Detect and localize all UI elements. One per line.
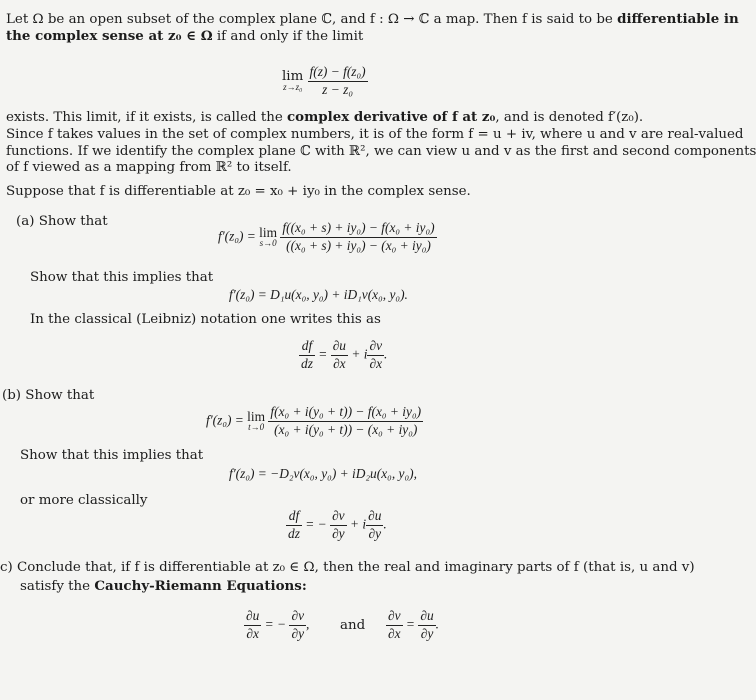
cauchy-riemann-title: Cauchy-Riemann Equations:	[94, 578, 307, 594]
leibniz-equation-a: $\frac{df}{dz}$ = $\frac{\partial u}{\partial x}$ + i $\frac{\partial v}{\partial x}$ .	[301, 338, 388, 371]
text-line: Since f takes values in the set of complex numbers, it is of the form f = u + iv, where u and v are real-valued	[6, 127, 744, 142]
text-line: Suppose that f is differentiable at z₀ = x₀ + iy₀ in the complex sense.	[6, 184, 471, 199]
part-b-quotient: $\frac{\text{f(x₀ + i(y₀ + t)) − f(x₀ + iy₀)}}{\text{(x₀ + i(y₀ + t)) − (x₀ + iy₀)}}$	[270, 404, 422, 437]
intro-line-2	[6, 28, 363, 44]
intro-text-2: if and only if the limit	[212, 29, 364, 44]
leibniz-equation-b: $\frac{df}{dz}$ = − $\frac{\partial v}{\partial y}$ + i $\frac{\partial u}{\partial y}$ .	[288, 508, 387, 541]
part-a-limit-equation: f′(z₀) = lim s→0 $\frac{\text{f((x₀ + s) + iy₀) − f(x₀ + iy₀)}}{\text{((x₀ + s) + iy₀) − (x₀ + iy₀)}}$	[218, 220, 435, 253]
part-a-label: (a) Show that	[16, 214, 108, 229]
difference-quotient: $\frac{\text{f(z) − f(z₀)}}{\text{z − z₀}}$	[309, 64, 366, 97]
cauchy-riemann-eq-1: $\frac{\partial u}{\partial x}$ = − $\frac{\partial v}{\partial y}$ ,	[246, 608, 310, 641]
part-a-quotient: $\frac{\text{f((x₀ + s) + iy₀) − f(x₀ + iy₀)}}{\text{((x₀ + s) + iy₀) − (x₀ + iy₀)}}$	[282, 220, 435, 253]
intro-bold: differentiable in	[617, 11, 739, 27]
part-a-result: f′(z₀) = D₁u(x₀, y₀) + iD₁v(x₀, y₀).	[229, 287, 408, 302]
and-word: and	[340, 618, 366, 633]
leibniz-text: In the classical (Leibniz) notation one writes this as	[30, 312, 381, 327]
part-c-line-1: c) Conclude that, if f is differentiable at z₀ ∈ Ω, then the real and imaginary parts of f (that is, u and v)	[0, 560, 695, 575]
limit-operator: lim t→0	[247, 409, 266, 433]
intro-text: Let Ω be an open subset of the complex plane ℂ, and f : Ω → ℂ a map. Then f is said to be	[6, 12, 618, 27]
text-line: functions. If we identify the complex plane ℂ with ℝ², we can view u and v as the first and second components	[6, 144, 756, 159]
classical-text: or more classically	[20, 493, 148, 508]
part-b-label: (b) Show that	[2, 388, 95, 403]
part-b-result: f′(z₀) = −D₂v(x₀, y₀) + iD₂u(x₀, y₀),	[229, 466, 417, 481]
part-b-implies: Show that this implies that	[20, 448, 204, 463]
cauchy-riemann-eq-2: $\frac{\partial v}{\partial x}$ = $\frac{\partial u}{\partial y}$ .	[388, 608, 439, 641]
intro-bold-2: the complex sense at z₀ ∈ Ω	[6, 28, 213, 44]
limit-equation-1	[282, 64, 368, 99]
limit-operator: lim s→0	[259, 225, 278, 249]
part-b-limit-equation: f′(z₀) = lim t→0 $\frac{\text{f(x₀ + i(y₀ + t)) − f(x₀ + iy₀)}}{\text{(x₀ + i(y₀ + t)) − (x₀ + iy₀)}}$	[206, 404, 422, 437]
part-a-implies: Show that this implies that	[30, 270, 214, 285]
part-c-line-2: satisfy the Cauchy-Riemann Equations:	[20, 578, 307, 594]
definition-line: exists. This limit, if it exists, is called the complex derivative of f at z₀, and is denoted f′(z₀).	[6, 109, 644, 125]
complex-derivative-term: complex derivative of f at z₀	[287, 109, 496, 125]
intro-line-1	[6, 11, 739, 27]
text-line: of f viewed as a mapping from ℝ² to itself.	[6, 160, 292, 175]
limit-operator: lim z→z₀	[282, 69, 304, 93]
